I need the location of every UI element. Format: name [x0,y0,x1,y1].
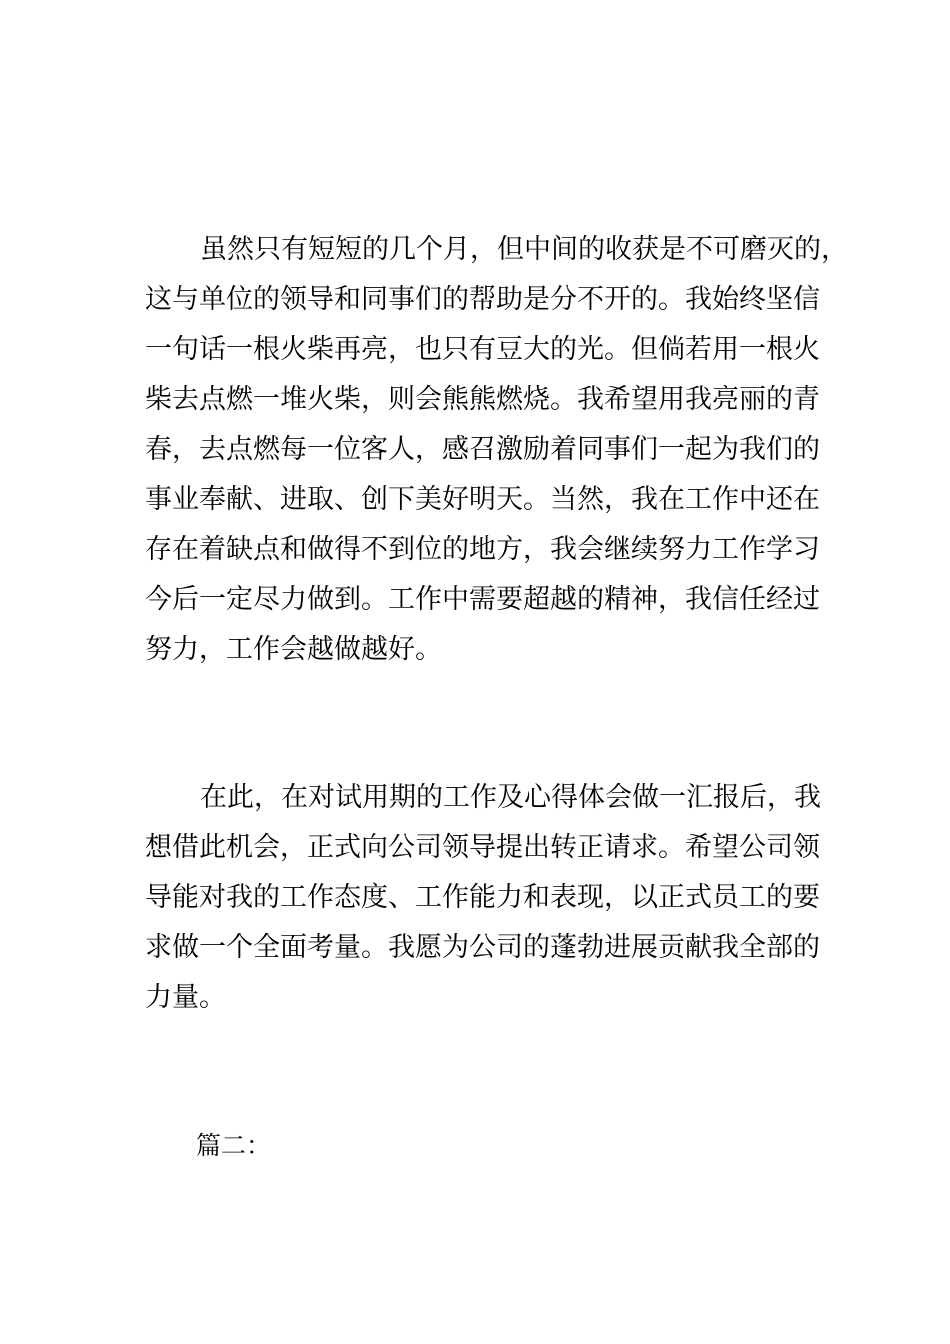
paragraph-1-line-5: 春，去点燃每一位客人，感召激励着同事们一起为我们的 [145,434,820,465]
paragraph-2-line-4: 求做一个全面考量。我愿为公司的蓬勃进展贡献我全部的 [145,932,820,963]
paragraph-2-line-5: 力量。 [145,982,226,1013]
paragraph-2-line-1: 在此，在对试用期的工作及心得体会做一汇报后，我 [200,782,821,813]
paragraph-1-line-1: 虽然只有短短的几个月，但中间的收获是不可磨灭的， [200,234,848,265]
paragraph-1-line-8: 今后一定尽力做到。工作中需要超越的精神，我信任经过 [145,584,820,615]
paragraph-1-line-7: 存在着缺点和做得不到位的地方，我会继续努力工作学习 [145,534,820,565]
paragraph-1-line-4: 柴去点燃一堆火柴，则会熊熊燃烧。我希望用我亮丽的青 [145,384,820,415]
paragraph-1-line-3: 一句话一根火柴再亮，也只有豆大的光。但倘若用一根火 [145,334,820,365]
paragraph-1-line-6: 事业奉献、进取、创下美好明天。当然，我在工作中还在 [145,484,820,515]
paragraph-1-line-9: 努力，工作会越做越好。 [145,634,442,665]
paragraph-2-line-2: 想借此机会，正式向公司领导提出转正请求。希望公司领 [145,832,820,863]
paragraph-1-line-2: 这与单位的领导和同事们的帮助是分不开的。我始终坚信 [145,284,820,315]
paragraph-2-line-3: 导能对我的工作态度、工作能力和表现，以正式员工的要 [145,882,820,913]
section-heading: 篇二： [196,1131,272,1160]
